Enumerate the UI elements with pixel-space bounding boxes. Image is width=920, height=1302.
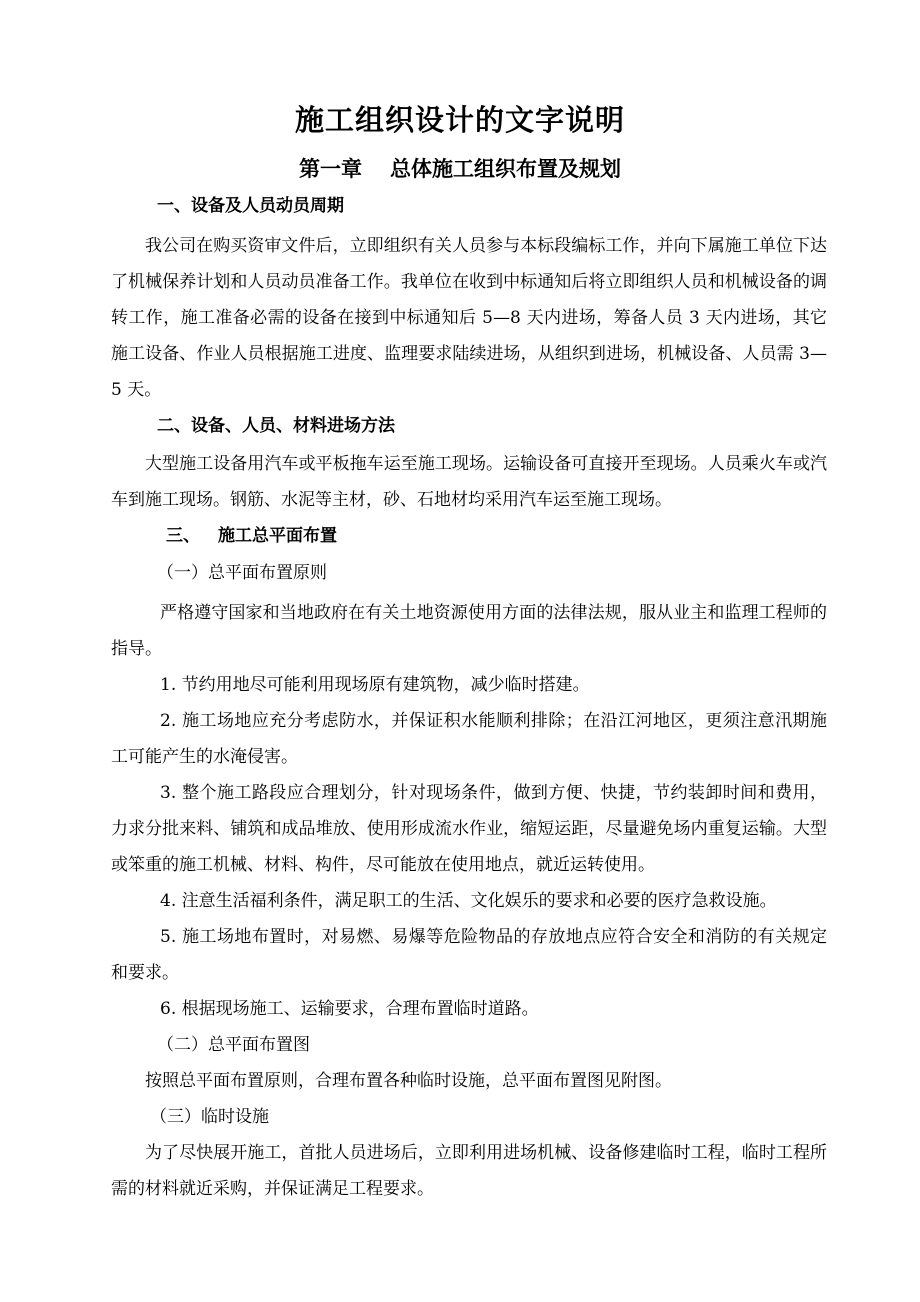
subsection-1-heading: （一）总平面布置原则 <box>157 563 327 583</box>
section-2-paragraph: 大型施工设备用汽车或平板拖车运至施工现场。运输设备可直接开至现场。人员乘火车或汽车到施工现场。钢筋、水泥等主材，砂、石地材均采用汽车运至施工现场。 <box>111 454 827 510</box>
section-1-paragraph: 我公司在购买资审文件后，立即组织有关人员参与本标段编标工作，并向下属施工单位下达了机械保养计划和人员动员准备工作。我单位在收到中标通知后将立即组织人员和机械设备的调转工作，施工准备必需的设备在接到中标通知后 5—8 天内进场，筹备人员 3 天内进场，其它施工设备、作业人员根据施工进度、监理要求陆续进场，从组织到进场，机械设备、人员需 3—5 天。 <box>111 236 827 400</box>
subsection-2-heading: （二）总平面布置图 <box>157 1035 310 1055</box>
list-item: 6. 根据现场施工、运输要求，合理布置临时道路。 <box>160 999 539 1019</box>
section-1-heading: 一、设备及人员动员周期 <box>157 196 344 216</box>
list-item: 4. 注意生活福利条件，满足职工的生活、文化娱乐的要求和必要的医疗急救设施。 <box>160 891 777 911</box>
subsection-3-heading: （三）临时设施 <box>150 1107 269 1127</box>
section-3-title: 施工总平面布置 <box>218 526 337 546</box>
subsection-2-paragraph: 按照总平面布置原则，合理布置各种临时设施，总平面布置图见附图。 <box>145 1071 672 1091</box>
list-item: 1. 节约用地尽可能利用现场原有建筑物，减少临时搭建。 <box>160 675 590 695</box>
document-title: 施工组织设计的文字说明 <box>294 103 625 137</box>
list-item: 3. 整个施工路段应合理划分，针对现场条件，做到方便、快捷，节约装卸时间和费用，力求分批来料、铺筑和成品堆放、使用形成流水作业，缩短运距，尽量避免场内重复运输。大型或笨重的施工机械、材料、构件，尽可能放在使用地点，就近运转使用。 <box>111 783 827 875</box>
section-3-heading <box>166 522 337 550</box>
chapter-number: 第一章 <box>299 156 362 181</box>
chapter-subtitle: 总体施工组织布置及规划 <box>390 156 621 181</box>
list-item: 5. 施工场地布置时，对易燃、易爆等危险物品的存放地点应符合安全和消防的有关规定和要求。 <box>111 927 827 983</box>
subsection-1-paragraph: 严格遵守国家和当地政府在有关土地资源使用方面的法律法规，服从业主和监理工程师的指导。 <box>111 603 827 659</box>
section-2-heading: 二、设备、人员、材料进场方法 <box>157 416 395 436</box>
subsection-3-paragraph: 为了尽快展开施工，首批人员进场后，立即利用进场机械、设备修建临时工程，临时工程所需的材料就近采购，并保证满足工程要求。 <box>111 1143 827 1199</box>
chapter-heading <box>0 153 920 185</box>
section-3-number: 三、 <box>166 526 200 546</box>
list-item: 2. 施工场地应充分考虑防水，并保证积水能顺利排除；在沿江河地区，更须注意汛期施工可能产生的水淹侵害。 <box>111 711 827 767</box>
